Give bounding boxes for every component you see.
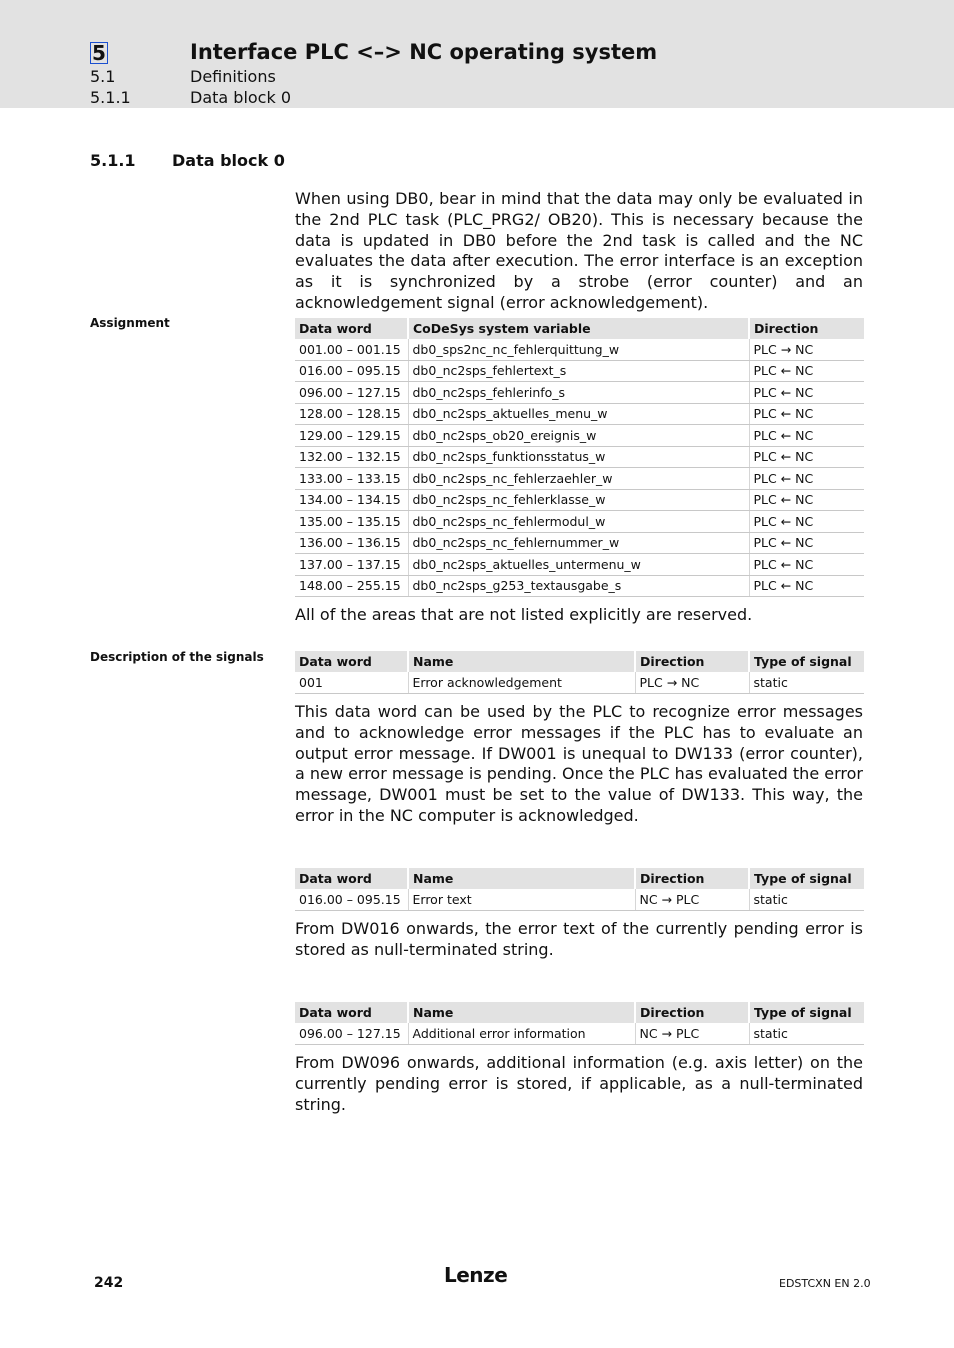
signal-table — [295, 868, 864, 911]
col-header-direction: Direction — [635, 1002, 749, 1023]
direction-cell: PLC ← NC — [749, 382, 864, 404]
variable-cell: db0_nc2sps_fehlerinfo_s — [408, 382, 749, 404]
signals-label: Description of the signals — [90, 650, 264, 664]
direction-cell: PLC ← NC — [749, 446, 864, 468]
col-header-name: Name — [408, 651, 635, 672]
table-header-row — [295, 651, 864, 672]
table-row — [295, 446, 864, 468]
section-number: 5.1.1 — [90, 151, 136, 170]
direction-cell: NC → PLC — [635, 889, 749, 910]
table-row — [295, 672, 864, 693]
col-header-data-word: Data word — [295, 1002, 408, 1023]
variable-cell: db0_nc2sps_nc_fehlernummer_w — [408, 532, 749, 554]
reserved-note: All of the areas that are not listed explicitly are reserved. — [295, 605, 753, 624]
table-row — [295, 403, 864, 425]
variable-cell: db0_nc2sps_aktuelles_menu_w — [408, 403, 749, 425]
table-row — [295, 554, 864, 576]
data-word-cell: 132.00 – 132.15 — [295, 446, 408, 468]
signal-description: This data word can be used by the PLC to recognize error messages and to acknowledge error messages if the PLC has to evaluate an output error message. If DW001 is unequal to DW133 (error counter), a new error message is pending. Once the PLC has evaluated the error message, DW001 must be set to the value of DW133. This way, the error in the NC computer is acknowledged. — [295, 702, 863, 825]
chapter-number-link[interactable]: 5 — [92, 41, 106, 65]
col-header-name: Name — [408, 868, 635, 889]
data-word-cell: 136.00 – 136.15 — [295, 532, 408, 554]
table-row — [295, 575, 864, 597]
col-header-signal-type: Type of signal — [749, 1002, 864, 1023]
name-cell: Error acknowledgement — [408, 672, 635, 693]
direction-cell: PLC ← NC — [749, 511, 864, 533]
direction-cell: PLC ← NC — [749, 403, 864, 425]
variable-cell: db0_nc2sps_nc_fehlerzaehler_w — [408, 468, 749, 490]
col-header-direction: Direction — [635, 868, 749, 889]
section-title: Data block 0 — [172, 151, 285, 170]
table-row — [295, 382, 864, 404]
table-header-row — [295, 1002, 864, 1023]
direction-cell: PLC ← NC — [749, 425, 864, 447]
name-cell: Additional error information — [408, 1023, 635, 1044]
direction-cell: NC → PLC — [635, 1023, 749, 1044]
col-header-signal-type: Type of signal — [749, 651, 864, 672]
col-header-direction: Direction — [635, 651, 749, 672]
col-header-direction: Direction — [749, 318, 864, 339]
signal-table — [295, 1002, 864, 1045]
signal-type-cell: static — [749, 889, 864, 910]
signal-description: From DW096 onwards, additional information (e.g. axis letter) on the currently pending error is stored, if applicable, as a null-terminated string. — [295, 1053, 863, 1114]
variable-cell: db0_nc2sps_funktionsstatus_w — [408, 446, 749, 468]
assignment-label: Assignment — [90, 316, 170, 330]
data-word-cell: 001 — [295, 672, 408, 693]
data-word-cell: 134.00 – 134.15 — [295, 489, 408, 511]
data-word-cell: 133.00 – 133.15 — [295, 468, 408, 490]
variable-cell: db0_nc2sps_nc_fehlermodul_w — [408, 511, 749, 533]
direction-cell: PLC ← NC — [749, 489, 864, 511]
data-word-cell: 001.00 – 001.15 — [295, 339, 408, 360]
header-section-title: Definitions — [190, 67, 276, 86]
direction-cell: PLC ← NC — [749, 360, 864, 382]
lenze-logo: Lenze — [444, 1263, 508, 1287]
table-header-row — [295, 868, 864, 889]
table-row — [295, 489, 864, 511]
variable-cell: db0_nc2sps_g253_textausgabe_s — [408, 575, 749, 597]
table-row — [295, 468, 864, 490]
direction-cell: PLC ← NC — [749, 532, 864, 554]
data-word-cell: 129.00 – 129.15 — [295, 425, 408, 447]
direction-cell: PLC ← NC — [749, 554, 864, 576]
data-word-cell: 096.00 – 127.15 — [295, 1023, 408, 1044]
data-word-cell: 135.00 – 135.15 — [295, 511, 408, 533]
table-header-row — [295, 318, 864, 339]
document-id: EDSTCXN EN 2.0 — [779, 1277, 871, 1290]
page-number: 242 — [94, 1275, 124, 1291]
variable-cell: db0_nc2sps_fehlertext_s — [408, 360, 749, 382]
table-row — [295, 511, 864, 533]
variable-cell: db0_sps2nc_nc_fehlerquittung_w — [408, 339, 749, 360]
assignment-table — [295, 318, 864, 597]
table-row — [295, 339, 864, 360]
page-header — [0, 0, 954, 108]
signal-table — [295, 651, 864, 694]
header-section-number: 5.1 — [90, 67, 116, 86]
signal-description: From DW016 onwards, the error text of the currently pending error is stored as null-terminated string. — [295, 919, 863, 959]
data-word-cell: 016.00 – 095.15 — [295, 360, 408, 382]
variable-cell: db0_nc2sps_ob20_ereignis_w — [408, 425, 749, 447]
col-header-data-word: Data word — [295, 318, 408, 339]
signal-type-cell: static — [749, 1023, 864, 1044]
direction-cell: PLC → NC — [749, 339, 864, 360]
col-header-name: Name — [408, 1002, 635, 1023]
name-cell: Error text — [408, 889, 635, 910]
col-header-variable: CoDeSys system variable — [408, 318, 749, 339]
chapter-title: Interface PLC <–> NC operating system — [190, 40, 658, 64]
table-row — [295, 360, 864, 382]
data-word-cell: 016.00 – 095.15 — [295, 889, 408, 910]
direction-cell: PLC → NC — [635, 672, 749, 693]
signal-type-cell: static — [749, 672, 864, 693]
col-header-data-word: Data word — [295, 868, 408, 889]
table-row — [295, 425, 864, 447]
table-row — [295, 889, 864, 910]
data-word-cell: 128.00 – 128.15 — [295, 403, 408, 425]
col-header-data-word: Data word — [295, 651, 408, 672]
header-subsection-title: Data block 0 — [190, 88, 292, 107]
col-header-signal-type: Type of signal — [749, 868, 864, 889]
intro-paragraph: When using DB0, bear in mind that the data may only be evaluated in the 2nd PLC task (PLC_PRG2/ OB20). This is necessary because the data is updated in DB0 before the 2nd task is called and the NC evaluates the data after execution. The error interface is an exception as it is synchronized by a strobe (error counter) and an acknowledgement signal (error acknowledgement). — [295, 189, 863, 312]
table-row — [295, 532, 864, 554]
header-subsection-number: 5.1.1 — [90, 88, 131, 107]
data-word-cell: 148.00 – 255.15 — [295, 575, 408, 597]
direction-cell: PLC ← NC — [749, 468, 864, 490]
variable-cell: db0_nc2sps_nc_fehlerklasse_w — [408, 489, 749, 511]
direction-cell: PLC ← NC — [749, 575, 864, 597]
data-word-cell: 137.00 – 137.15 — [295, 554, 408, 576]
variable-cell: db0_nc2sps_aktuelles_untermenu_w — [408, 554, 749, 576]
table-row — [295, 1023, 864, 1044]
data-word-cell: 096.00 – 127.15 — [295, 382, 408, 404]
